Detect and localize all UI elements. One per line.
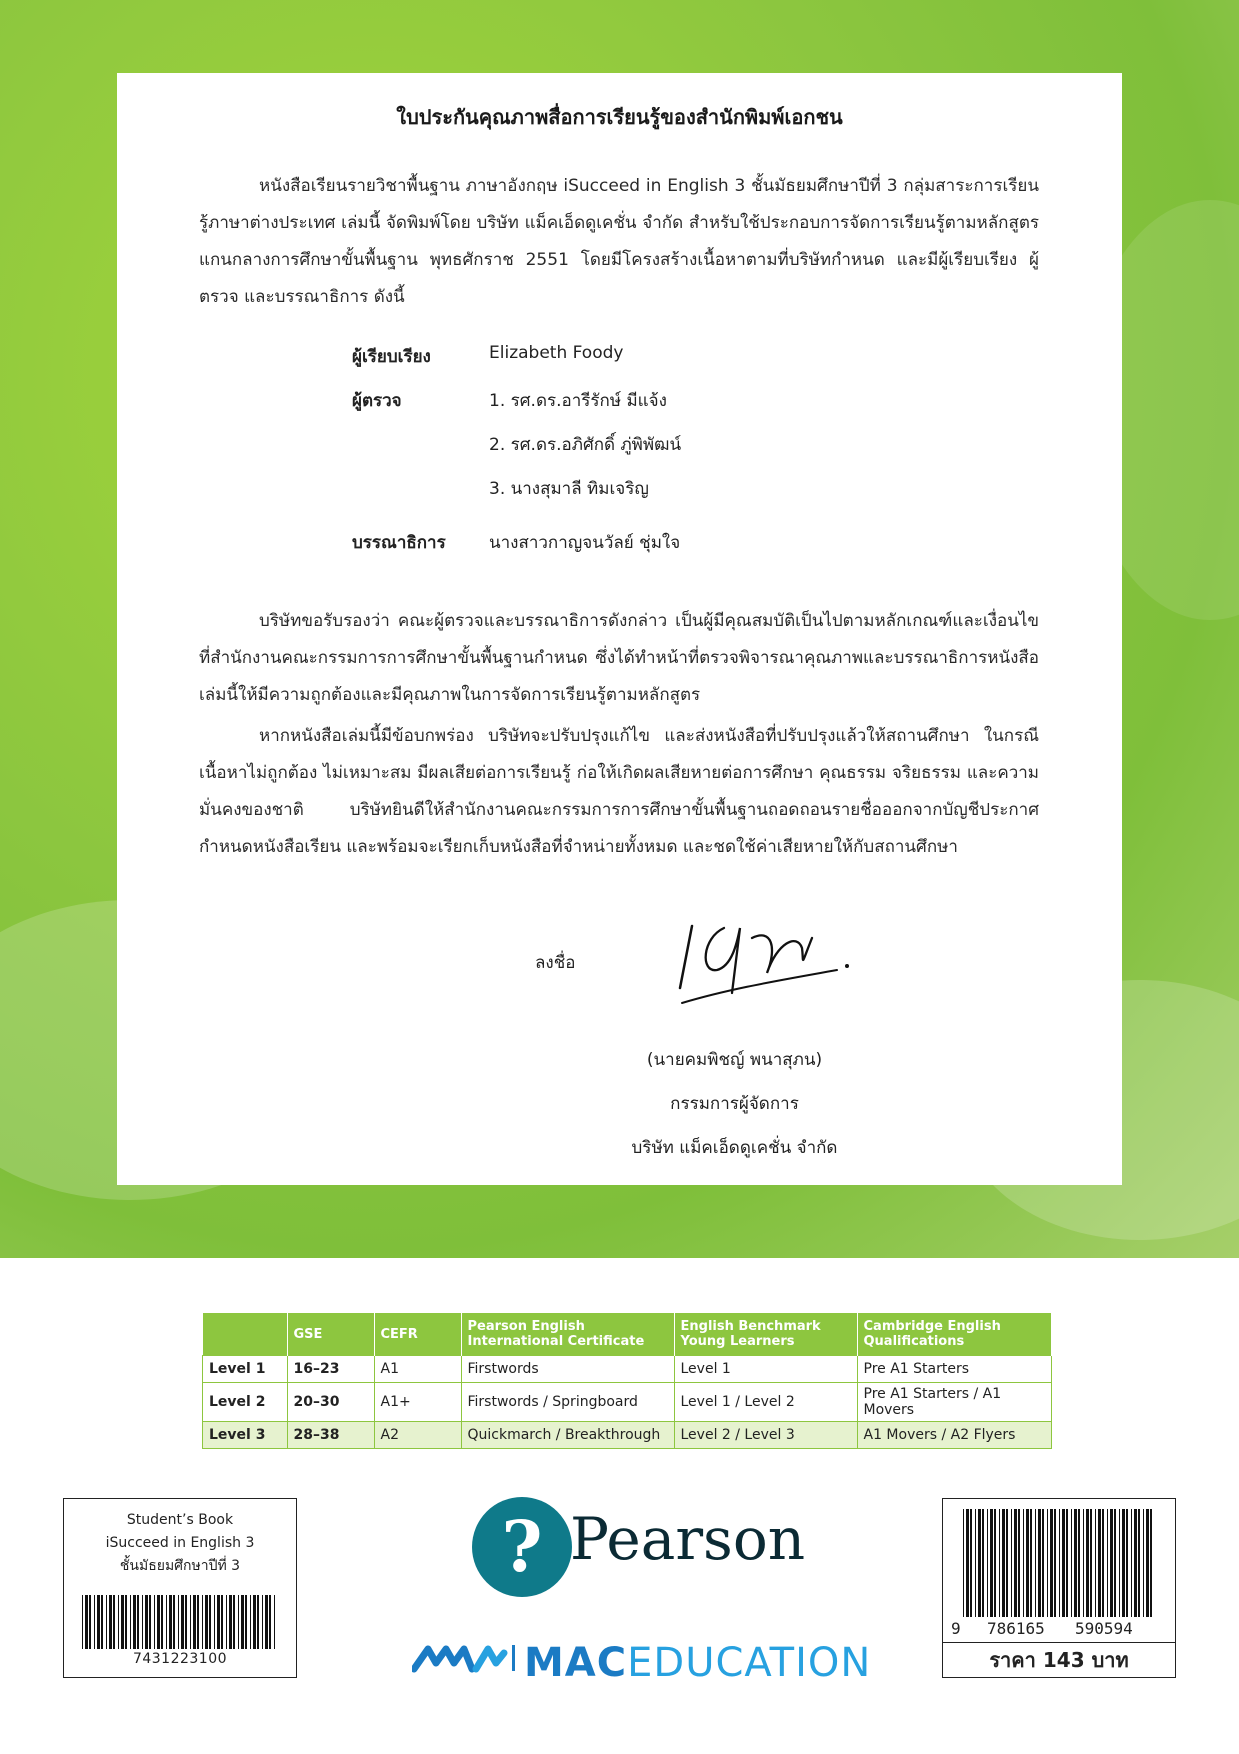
header-cell: Pearson English International Certificate — [461, 1313, 674, 1356]
table-cell: Firstwords — [461, 1356, 674, 1383]
signer-name: (นายคมพิชญ์ พนาสุภน) — [646, 1050, 823, 1070]
handwritten-signature — [662, 918, 882, 1008]
table-cell: Level 1 — [203, 1356, 288, 1383]
book-grade: ชั้นมัธยมศึกษาปีที่ 3 — [119, 1558, 241, 1574]
certification-paragraph: บริษัทขอรับรองว่า คณะผู้ตรวจและบรรณาธิการดังกล่าว เป็นผู้มีคุณสมบัติเป็นไปตามหลักเกณฑ์และเงื่อนไขที่สำนักงานคณะกรรมการการศึกษาขั้นพื้นฐานกำหนด ซึ่งได้ทำหน้าที่ตรวจพิจารณาคุณภาพและบรรณาธิการหนังสือเล่มนี้ให้มีความถูกต้องและมีคุณภาพในการจัดการเรียนรู้ตามหลักสูตร — [199, 611, 1039, 705]
table-cell: 16–23 — [287, 1356, 374, 1383]
signer-company: บริษัท แม็คเอ็ดดูเคชั่น จำกัด — [631, 1138, 838, 1158]
reviewer-2: 2. รศ.ดร.อภิศักดิ์ ภู่พิพัฒน์ — [489, 435, 682, 455]
pearson-p-icon: ? — [472, 1497, 572, 1597]
table-cell: A1+ — [374, 1383, 461, 1422]
level-comparison-table — [202, 1313, 1052, 1449]
book-info-box — [63, 1498, 297, 1678]
pearson-wordmark: Pearson — [570, 1505, 806, 1573]
book-code: 7431223100 — [132, 1651, 228, 1667]
liability-paragraph: หากหนังสือเล่มนี้มีข้อบกพร่อง บริษัทจะปรับปรุงแก้ไข และส่งหนังสือที่ปรับปรุงแล้วให้สถานศึกษา ในกรณีเนื้อหาไม่ถูกต้อง ไม่เหมาะสม มีผลเสียต่อการเรียนรู้ ก่อให้เกิดผลเสียหายต่อการศึกษา คุณธรรม จริยธรรม และความมั่นคงของชาติ บริษัทยินดีให้สำนักงานคณะกรรมการการศึกษาขั้นพื้นฐานถอดถอนรายชื่อออกจากบัญชีประกาศกำหนดหนังสือเรียน และพร้อมจะเรียกเก็บหนังสือที่จำหน่ายทั้งหมด และชดใช้ค่าเสียหายให้กับสถานศึกษา — [199, 726, 1039, 857]
sign-label: ลงชื่อ — [535, 953, 576, 973]
book-title: iSucceed in English 3 — [105, 1535, 255, 1551]
table-row — [203, 1383, 1052, 1422]
isbn-barcode — [963, 1509, 1155, 1617]
author-name: Elizabeth Foody — [489, 343, 624, 363]
table-cell: Firstwords / Springboard — [461, 1383, 674, 1422]
header-cell: CEFR — [374, 1313, 461, 1356]
certificate-title: ใบประกันคุณภาพสื่อการเรียนรู้ของสำนักพิมพ์เอกชน — [396, 105, 843, 129]
table-cell: A2 — [374, 1422, 461, 1449]
table-cell: Pre A1 Starters — [857, 1356, 1052, 1383]
isbn-digits-2: 786165 — [987, 1619, 1045, 1638]
editor-name: นางสาวกาญจนวัลย์ ชุ่มใจ — [489, 533, 681, 553]
book-barcode — [82, 1595, 278, 1649]
table-row-highlighted — [203, 1422, 1052, 1449]
table-cell: Level 1 / Level 2 — [674, 1383, 857, 1422]
table-cell: Level 2 — [203, 1383, 288, 1422]
intro-paragraph: หนังสือเรียนรายวิชาพื้นฐาน ภาษาอังกฤษ iSucceed in English 3 ชั้นมัธยมศึกษาปีที่ 3 กลุ่มสาระการเรียนรู้ภาษาต่างประเทศ เล่มนี้ จัดพิมพ์โดย บริษัท แม็คเอ็ดดูเคชั่น จำกัด สำหรับใช้ประกอบการจัดการเรียนรู้ตามหลักสูตรแกนกลางการศึกษาขั้นพื้นฐาน พุทธศักราช 2551 โดยมีโครงสร้างเนื้อหาตามที่บริษัทกำหนด และมีผู้เรียบเรียง ผู้ตรวจ และบรรณาธิการ ดังนี้ — [199, 176, 1039, 307]
isbn-digits-3: 590594 — [1075, 1619, 1133, 1638]
header-cell: English Benchmark Young Learners — [674, 1313, 857, 1356]
table-cell: Quickmarch / Breakthrough — [461, 1422, 674, 1449]
price-label: ราคา 143 บาท — [943, 1642, 1175, 1678]
isbn-digit-1: 9 — [951, 1619, 961, 1638]
table-cell: Level 3 — [203, 1422, 288, 1449]
table-header-row — [203, 1313, 1052, 1356]
editor-label: บรรณาธิการ — [352, 533, 446, 553]
quality-certificate — [117, 73, 1122, 1185]
book-type: Student’s Book — [126, 1512, 234, 1528]
table-cell: 20–30 — [287, 1383, 374, 1422]
header-cell — [203, 1313, 288, 1356]
signer-title: กรรมการผู้จัดการ — [670, 1094, 799, 1114]
header-cell: Cambridge English Qualifications — [857, 1313, 1052, 1356]
table-cell: A1 Movers / A2 Flyers — [857, 1422, 1052, 1449]
header-cell: GSE — [287, 1313, 374, 1356]
table-row — [203, 1356, 1052, 1383]
author-label: ผู้เรียบเรียง — [352, 347, 431, 367]
table-cell: 28–38 — [287, 1422, 374, 1449]
table-cell: Level 2 / Level 3 — [674, 1422, 857, 1449]
table-cell: Pre A1 Starters / A1 Movers — [857, 1383, 1052, 1422]
reviewer-1: 1. รศ.ดร.อารีรักษ์ มีแจ้ง — [489, 391, 667, 411]
isbn-barcode-box — [942, 1498, 1176, 1678]
book-info-text — [64, 1509, 296, 1578]
reviewer-3: 3. นางสุมาลี ทิมเจริญ — [489, 479, 649, 499]
reviewer-label: ผู้ตรวจ — [352, 391, 402, 411]
table-cell: A1 — [374, 1356, 461, 1383]
maceducation-wordmark: MACEDUCATION — [524, 1640, 872, 1686]
mac-wave-icon — [412, 1643, 518, 1673]
table-cell: Level 1 — [674, 1356, 857, 1383]
